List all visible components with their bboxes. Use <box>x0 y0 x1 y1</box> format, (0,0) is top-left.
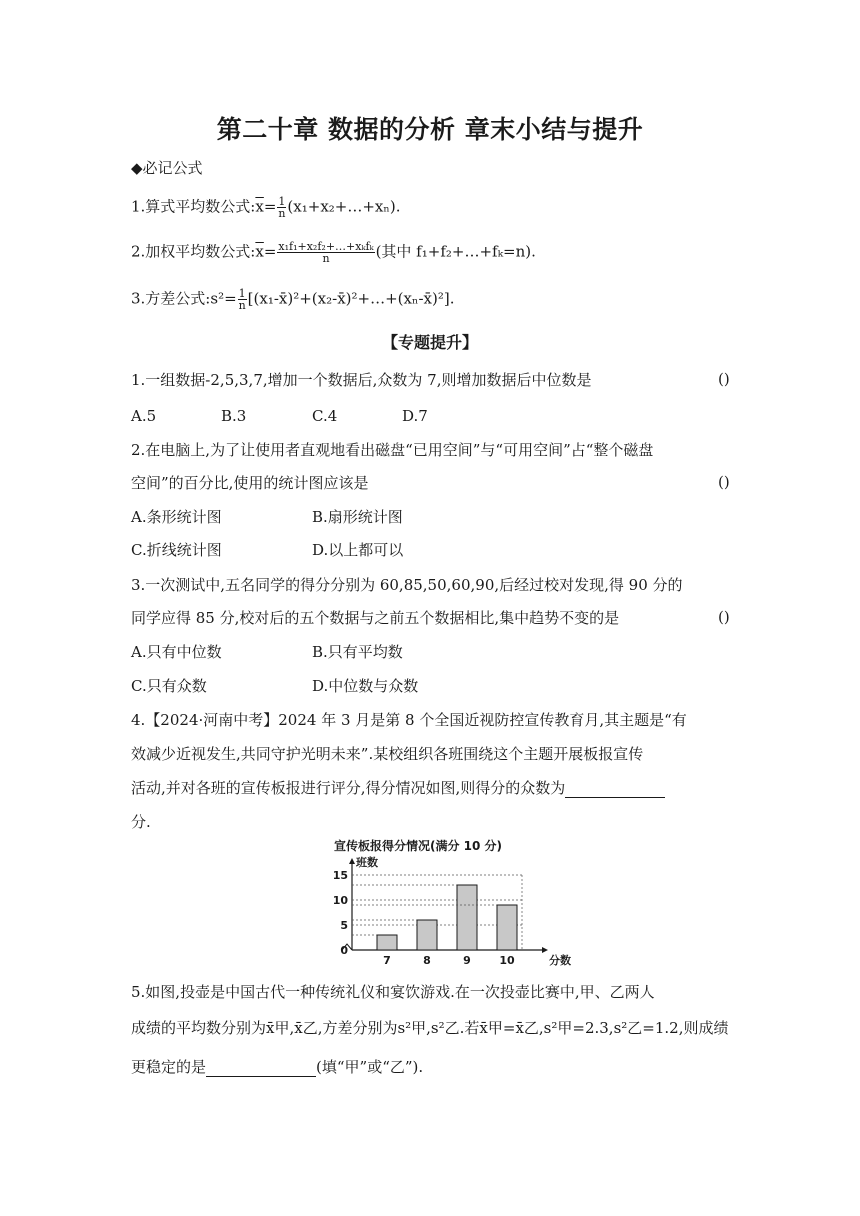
question-4-answer-blank[interactable] <box>565 781 665 798</box>
x-tick-label: 9 <box>463 954 471 967</box>
chart-title: 宣传板报得分情况(满分 10 分) <box>334 839 503 853</box>
question-1-option-a[interactable]: A.5 <box>131 407 157 425</box>
question-5-answer-blank[interactable] <box>206 1060 316 1077</box>
formula-1-fraction: $\frac{1}{n}$ <box>278 195 286 220</box>
score-bar-chart <box>320 830 571 970</box>
question-2-option-a[interactable]: A.条形统计图 <box>131 508 222 526</box>
y-tick-label: 0 <box>340 944 348 957</box>
section-title: 【专题提升】 <box>381 333 478 352</box>
formula-1-body: (x₁+x₂+…+xₙ). <box>287 197 401 216</box>
formula-3-label: 3.方差公式:s²= <box>131 289 237 308</box>
question-1-option-c[interactable]: C.4 <box>312 407 338 425</box>
formula-3-body: [(x₁-x̄)²+(x₂-x̄)²+…+(xₙ-x̄)²]. <box>247 289 455 308</box>
question-4-line-3 <box>131 778 665 798</box>
bar-8 <box>417 920 437 950</box>
formula-2: 2.加权平均数公式$:\overline{x}=$ $\frac{\text{x₁f₁+x₂f₂+…+xₖfₖ}}{n}$ (其中 f₁+f₂+…+fₖ=n). <box>131 240 536 265</box>
question-5-line-2: 成绩的平均数分别为x̄甲,x̄乙,方差分别为s²甲,s²乙.若x̄甲=x̄乙,s²甲=2.3,s²乙=1.2,则成绩 <box>131 1019 729 1037</box>
question-1-option-b[interactable]: B.3 <box>221 407 247 425</box>
question-3-line-1: 3.一次测试中,五名同学的得分分别为 60,85,50,60,90,后经过校对发现,得 90 分的 <box>131 576 683 594</box>
y-tick-label: 15 <box>332 869 348 882</box>
x-axis-label: 分数 <box>549 954 571 967</box>
question-2-option-d[interactable]: D.以上都可以 <box>312 541 404 559</box>
chart-plot-area <box>333 855 571 967</box>
question-2-line-2: 空间”的百分比,使用的统计图应该是 <box>131 474 369 492</box>
formula-2-fraction: $\frac{\text{x₁f₁+x₂f₂+…+xₖfₖ}}{n}$ <box>278 240 374 265</box>
y-tick-label: 10 <box>332 894 348 907</box>
formula-3 <box>131 288 454 311</box>
question-2-answer-paren[interactable]: () <box>718 473 730 491</box>
formula-1-label: 1.算式平均数公式: <box>131 197 256 216</box>
question-4-line-1: 4.【2024·河南中考】2024 年 3 月是第 8 个全国近视防控宣传教育月,其主题是“有 <box>131 711 687 729</box>
question-2-line-1: 2.在电脑上,为了让使用者直观地看出磁盘“已用空间”与“可用空间”占“整个磁盘 <box>131 441 654 459</box>
question-3-line-2: 同学应得 85 分,校对后的五个数据与之前五个数据相比,集中趋势不变的是 <box>131 609 620 627</box>
y-tick-label: 5 <box>340 919 348 932</box>
x-tick-label: 10 <box>499 954 515 967</box>
question-5-line-3-suffix: (填“甲”或“乙”). <box>316 1058 424 1076</box>
formula-3-fraction: $\frac{1}{n}$ <box>238 287 246 312</box>
bar-9 <box>457 885 477 950</box>
question-1-answer-paren[interactable]: () <box>718 370 730 388</box>
formula-1: 1.算式平均数公式$:\overline{x}=$ $\frac{1}{n}$ (x₁+x₂+…+xₙ). <box>131 195 401 220</box>
page-title: 第二十章 数据的分析 章末小结与提升 <box>216 115 644 144</box>
question-1-text: 1.一组数据-2,5,3,7,增加一个数据后,众数为 7,则增加数据后中位数是 <box>131 371 592 389</box>
question-5-line-3-text: 更稳定的是 <box>131 1058 207 1076</box>
question-5-line-3 <box>131 1057 423 1077</box>
question-2-option-b[interactable]: B.扇形统计图 <box>312 508 403 526</box>
question-3-option-a[interactable]: A.只有中位数 <box>131 643 222 661</box>
y-axis-arrow <box>349 858 355 864</box>
question-3-answer-paren[interactable]: () <box>718 608 730 626</box>
question-4-line-2: 效减少近视发生,共同守护光明未来”.某校组织各班围绕这个主题开展板报宣传 <box>131 745 644 763</box>
question-3-option-b[interactable]: B.只有平均数 <box>312 643 403 661</box>
bar-7 <box>377 935 397 950</box>
question-3-option-c[interactable]: C.只有众数 <box>131 677 207 695</box>
question-5-line-1: 5.如图,投壶是中国古代一种传统礼仪和宴饮游戏.在一次投壶比赛中,甲、乙两人 <box>131 983 655 1001</box>
question-4-line-4: 分. <box>131 813 151 831</box>
x-tick-label: 8 <box>423 954 431 967</box>
question-1-option-d[interactable]: D.7 <box>402 407 428 425</box>
bar-10 <box>497 905 517 950</box>
formula-2-body: (其中 f₁+f₂+…+fₖ=n). <box>375 242 536 261</box>
formula-2-label: 2.加权平均数公式: <box>131 242 256 261</box>
question-4-line-3-text: 活动,并对各班的宣传板报进行评分,得分情况如图,则得分的众数为 <box>131 779 566 797</box>
question-3-option-d[interactable]: D.中位数与众数 <box>312 677 419 695</box>
y-axis-label: 班数 <box>356 856 378 869</box>
x-tick-label: 7 <box>383 954 391 967</box>
x-axis-arrow <box>542 947 548 953</box>
formulas-heading: ◆必记公式 <box>131 159 203 177</box>
question-2-option-c[interactable]: C.折线统计图 <box>131 541 222 559</box>
